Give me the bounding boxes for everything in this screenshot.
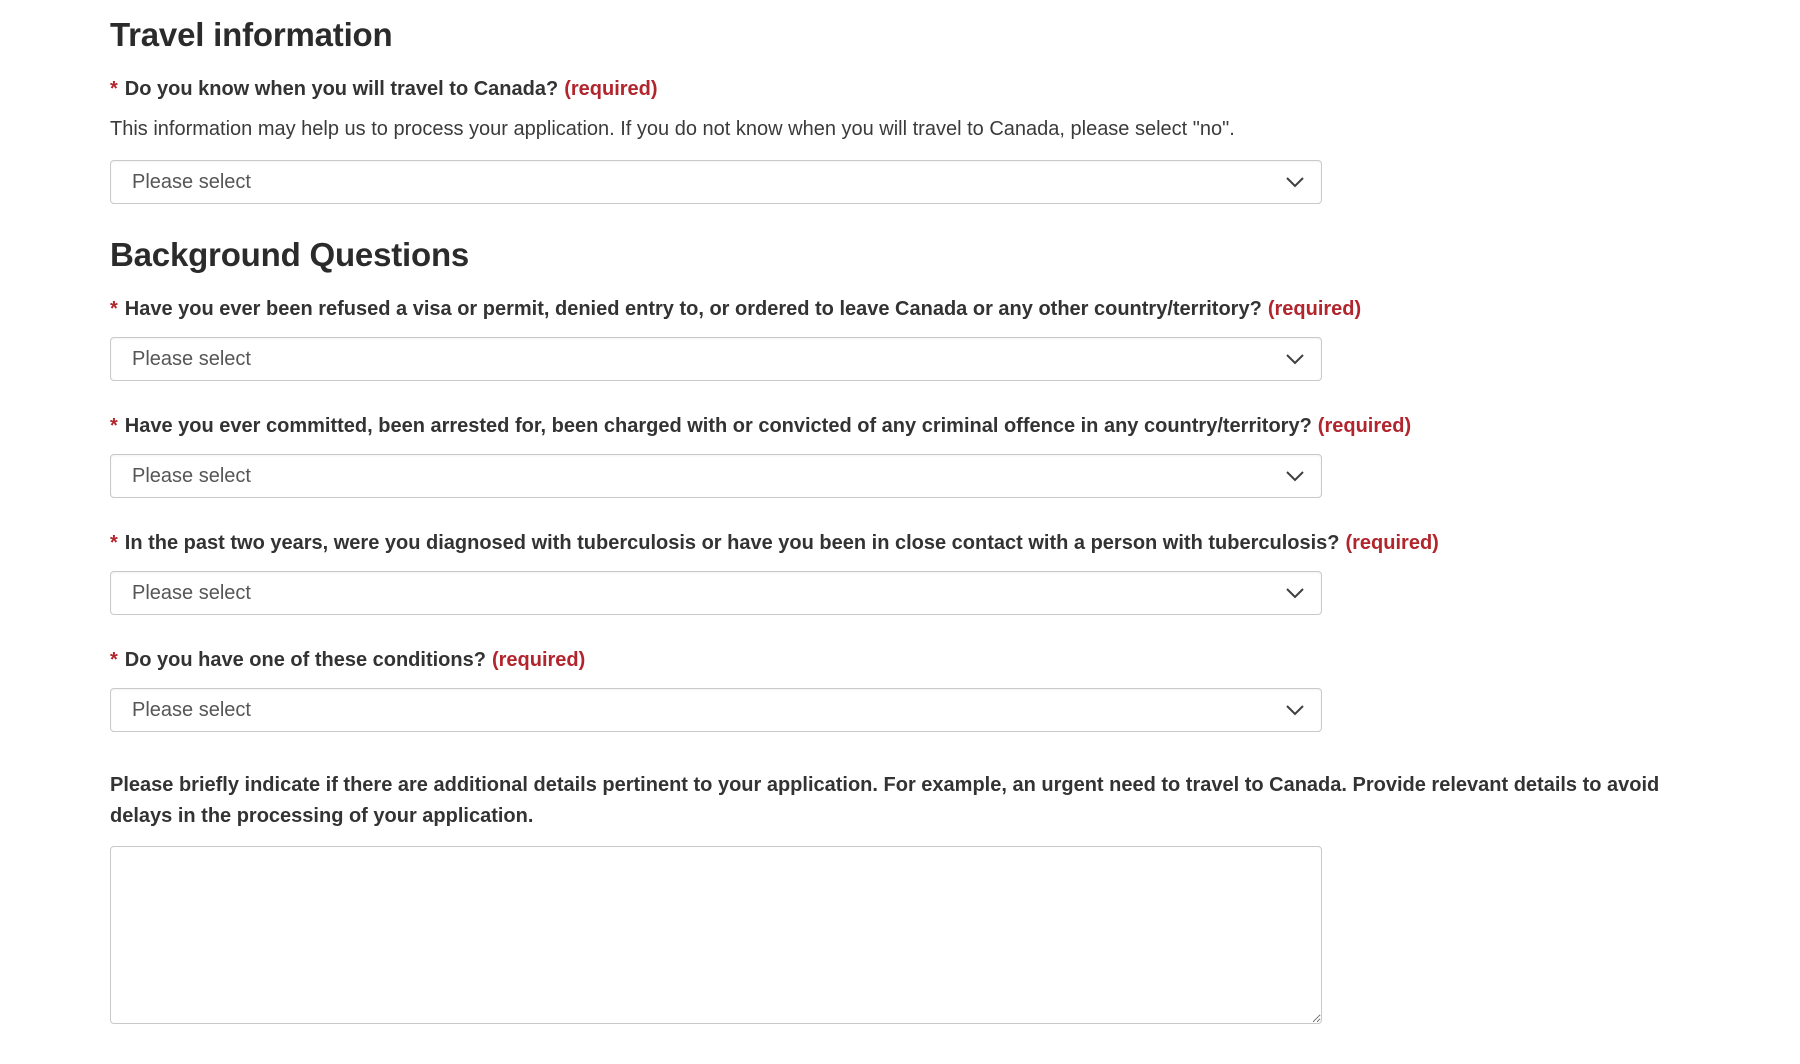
question-text: In the past two years, were you diagnosed with tuberculosis or have you been in close contact with a person with tuberculosis? <box>124 532 1340 554</box>
conditions-select-wrap <box>110 688 1322 732</box>
required-flag: (required) <box>1267 298 1362 320</box>
refused-visa-select-wrap <box>110 337 1322 381</box>
criminal-offence-select[interactable] <box>110 454 1322 498</box>
question-text: Have you ever been refused a visa or permit, denied entry to, or ordered to leave Canada or any other country/territory? <box>124 298 1262 320</box>
tuberculosis-select[interactable] <box>110 571 1322 615</box>
required-flag: (required) <box>491 649 586 671</box>
criminal-offence-select-wrap <box>110 454 1322 498</box>
background-questions-heading: Background Questions <box>110 236 470 273</box>
tuberculosis-question-group <box>110 530 1710 615</box>
required-flag: (required) <box>1317 415 1412 437</box>
conditions-question-label <box>110 647 1700 673</box>
tuberculosis-question-label <box>110 530 1700 556</box>
tuberculosis-select-wrap <box>110 571 1322 615</box>
travel-date-select-wrap <box>110 160 1322 204</box>
question-text: Do you have one of these conditions? <box>124 649 486 671</box>
required-asterisk: * <box>110 649 118 671</box>
required-flag: (required) <box>1345 532 1439 554</box>
refused-visa-select[interactable] <box>110 337 1322 381</box>
criminal-offence-question-label <box>110 413 1700 439</box>
travel-date-question-group <box>110 76 1710 204</box>
required-asterisk: * <box>110 298 118 320</box>
travel-information-heading: Travel information <box>110 16 393 53</box>
refused-visa-question-group <box>110 296 1710 381</box>
required-flag: (required) <box>564 78 658 100</box>
additional-details-instructions: Please briefly indicate if there are additional details pertinent to your application. For example, an urgent need to travel to Canada. Provide relevant details to avoid delays in the processing of your application. <box>110 774 1660 827</box>
additional-details-textarea[interactable] <box>110 846 1322 1024</box>
travel-date-help-text: This information may help us to process your application. If you do not know when you will travel to Canada, please select "no". <box>110 118 1235 140</box>
travel-date-known-select[interactable] <box>110 160 1322 204</box>
question-text: Have you ever committed, been arrested for, been charged with or convicted of any criminal offence in any country/territory? <box>124 415 1312 437</box>
refused-visa-question-label <box>110 296 1700 322</box>
conditions-select[interactable] <box>110 688 1322 732</box>
required-asterisk: * <box>110 415 118 437</box>
criminal-offence-question-group <box>110 413 1710 498</box>
question-text: Do you know when you will travel to Canada? <box>124 78 559 100</box>
travel-date-question-label <box>110 76 1700 102</box>
conditions-question-group <box>110 647 1710 732</box>
required-asterisk: * <box>110 532 118 554</box>
required-asterisk: * <box>110 78 118 100</box>
